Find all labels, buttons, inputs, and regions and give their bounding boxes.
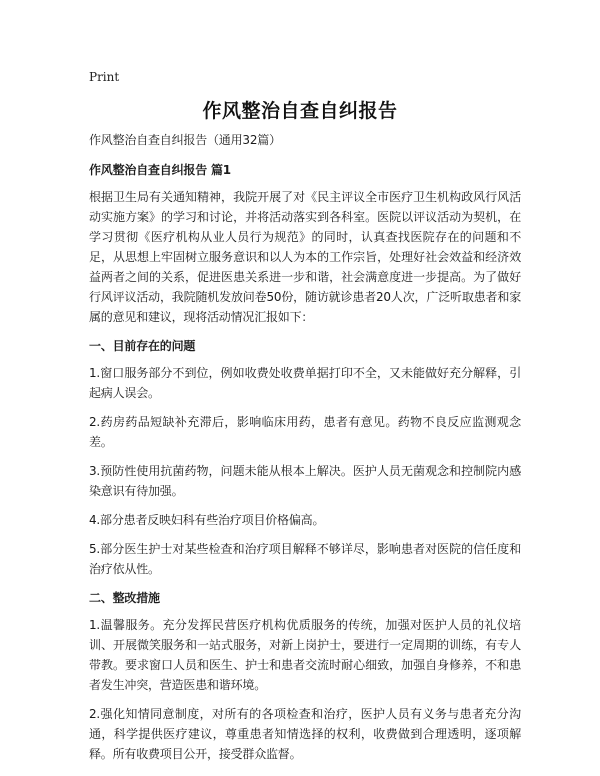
section-heading-measures: 二、整改措施 — [89, 591, 160, 605]
document-subtitle: 作风整治自查自纠报告（通用32篇） — [89, 133, 281, 147]
print-link[interactable]: Print — [89, 70, 120, 84]
intro-paragraph: 根据卫生局有关通知精神，我院开展了对《民主评议全市医疗卫生机构政风行风活动实施方案》的学习和讨论，并将活动落实到各科室。医院以评议活动为契机，在学习贯彻《医疗机构从业人员行为规范》的同时，认真查找医院存在的问题和不足，从思想上牢固树立服务意识和以人为本的工作宗旨，处理好社会效益和经济效益两者之间的关系，促进医患关系进一步和谐，社会满意度进一步提高。为了做好行风评议活动，我院随机发放问卷50份，随访就诊患者20人次，广泛听取患者和家属的意见和建议，现将活动情况汇报如下： — [89, 190, 521, 324]
document-title: 作风整治自查自纠报告 — [202, 100, 398, 122]
measure-item: 1.温馨服务。充分发挥民营医疗机构优质服务的传统，加强对医护人员的礼仪培训、开展微笑服务和一站式服务，对新上岗护士，要进行一定周期的训练，有专人带教。要求窗口人员和医生、护士和患者交流时耐心细致，加强自身修养，不和患者发生冲突，营造医患和谐环境。 — [89, 618, 521, 692]
problem-item: 5.部分医生护士对某些检查和治疗项目解释不够详尽，影响患者对医院的信任度和治疗依从性。 — [89, 542, 521, 576]
problem-item: 3.预防性使用抗菌药物，问题未能从根本上解决。医护人员无菌观念和控制院内感染意识有待加强。 — [89, 464, 521, 498]
problem-item: 4.部分患者反映妇科有些治疗项目价格偏高。 — [89, 513, 325, 527]
section-heading-problems: 一、目前存在的问题 — [89, 339, 196, 353]
problem-item: 1.窗口服务部分不到位，例如收费处收费单据打印不全，又未能做好充分解释，引起病人误会。 — [89, 366, 521, 400]
article-heading: 作风整治自查自纠报告 篇1 — [89, 163, 231, 177]
document-body — [89, 130, 521, 773]
problem-item: 2.药房药品短缺补充滞后，影响临床用药，患者有意见。药物不良反应监测观念差。 — [89, 415, 521, 449]
measure-item: 2.强化知情同意制度，对所有的各项检查和治疗，医护人员有义务与患者充分沟通，科学提供医疗建议，尊重患者知情选择的权利，收费做到合理透明，逐项解释。所有收费项目公开，接受群众监督。 — [89, 707, 521, 761]
